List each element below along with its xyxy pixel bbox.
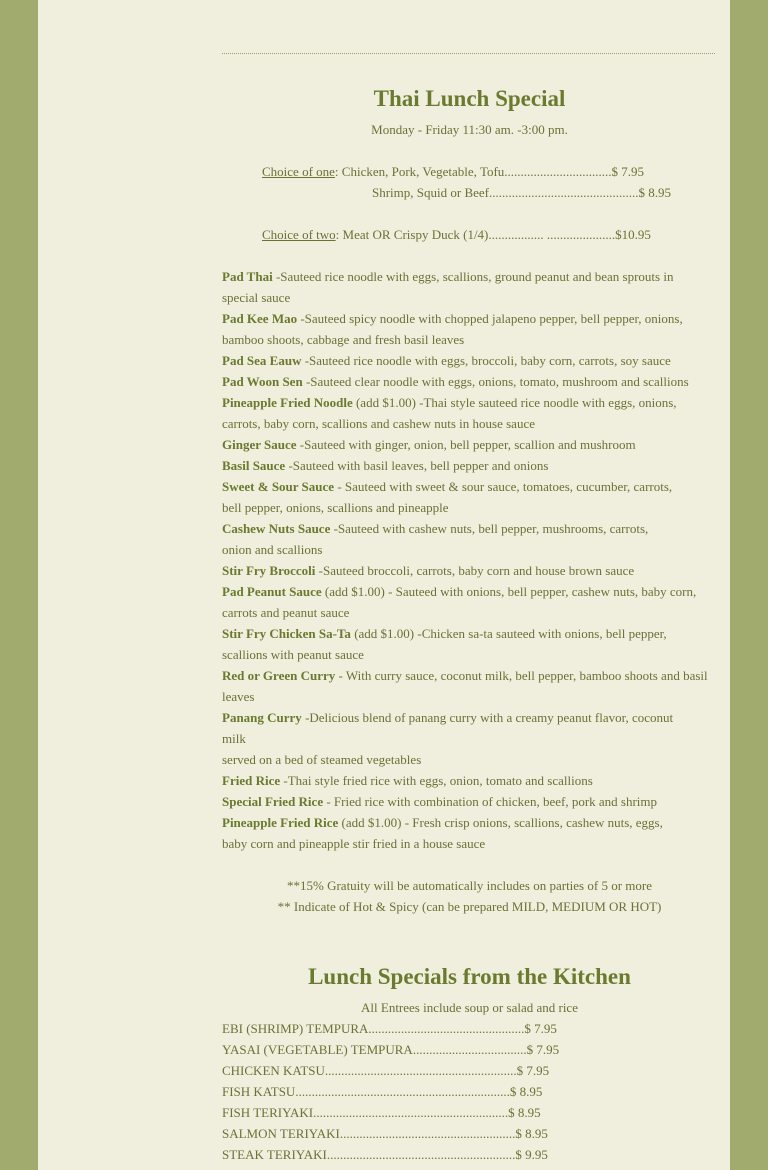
choice-two-row (262, 224, 757, 245)
kitchen-item: CHICKEN KATSU...........................................................$ 7.95 (222, 1063, 550, 1078)
choice-one-line1: : Chicken, Pork, Vegetable, Tofu.................................$ 7.95 (334, 164, 645, 179)
thai-hours: Monday - Friday 11:30 am. -3:00 pm. (371, 122, 568, 137)
page-panel (38, 0, 730, 1170)
kitchen-item: STEAK TERIYAKI..........................................................$ 9.95 (222, 1147, 548, 1162)
menu-item: Pad Woon Sen -Sauteed clear noodle with eggs, onions, tomato, mushroom and scallions (222, 374, 689, 389)
menu-item: Fried Rice -Thai style fried rice with eggs, onion, tomato and scallions (222, 773, 593, 788)
menu-item: Pad Peanut Sauce (add $1.00) - Sauteed with onions, bell pepper, cashew nuts, baby corn, carrots and peanut sauce (222, 584, 697, 620)
gratuity-note: **15% Gratuity will be automatically includes on parties of 5 or more (287, 878, 652, 893)
spicy-note: ** Indicate of Hot & Spicy (can be prepared MILD, MEDIUM OR HOT) (277, 899, 662, 914)
dotted-divider (222, 53, 715, 54)
menu-item: Special Fried Rice - Fried rice with combination of chicken, beef, pork and shrimp (222, 794, 658, 809)
menu-item: Pineapple Fried Noodle (add $1.00) -Thai style sauteed rice noodle with eggs, onions, carrots, baby corn, scallions and cashew nuts in house sauce (222, 395, 677, 431)
menu-item: Ginger Sauce -Sauteed with ginger, onion, bell pepper, scallion and mushroom (222, 437, 636, 452)
kitchen-subtitle: All Entrees include soup or salad and rice (361, 1000, 578, 1015)
menu-item: Pad Thai -Sauteed rice noodle with eggs, scallions, ground peanut and bean sprouts in special sauce (222, 269, 674, 305)
menu-item: Pad Sea Eauw -Sauteed rice noodle with eggs, broccoli, baby corn, carrots, soy sauce (222, 353, 671, 368)
choice-one-row (262, 161, 757, 182)
menu-item: Sweet & Sour Sauce - Sauteed with sweet & sour sauce, tomatoes, cucumber, carrots, bell pepper, onions, scallions and pineapple (222, 479, 673, 515)
menu-item: Pad Kee Mao -Sauteed spicy noodle with chopped jalapeno pepper, bell pepper, onions, bamboo shoots, cabbage and fresh basil leaves (222, 311, 683, 347)
choice-one-line2: Shrimp, Squid or Beef..............................................$ 8.95 (372, 185, 671, 200)
thai-title: Thai Lunch Special (373, 86, 566, 111)
menu-item: served on a bed of steamed vegetables (222, 752, 422, 767)
choice-one-label: Choice of one (262, 164, 335, 179)
menu-item: Cashew Nuts Sauce -Sauteed with cashew nuts, bell pepper, mushrooms, carrots, onion and scallions (222, 521, 649, 557)
kitchen-item: EBI (SHRIMP) TEMPURA................................................$ 7.95 (222, 1021, 557, 1036)
kitchen-item: FISH KATSU..................................................................$ 8.95 (222, 1084, 543, 1099)
menu-item: Red or Green Curry - With curry sauce, coconut milk, bell pepper, bamboo shoots and basil leaves (222, 668, 708, 704)
menu-item: Stir Fry Broccoli -Sauteed broccoli, carrots, baby corn and house brown sauce (222, 563, 635, 578)
menu-item: Stir Fry Chicken Sa-Ta (add $1.00) -Chicken sa-ta sauteed with onions, bell pepper, scallions with peanut sauce (222, 626, 667, 662)
kitchen-item: FISH TERIYAKI............................................................$ 8.95 (222, 1105, 541, 1120)
kitchen-title: Lunch Specials from the Kitchen (308, 964, 631, 989)
choice-two-label: Choice of two (262, 227, 336, 242)
choice-two-line: : Meat OR Crispy Duck (1/4)................. .....................$10.95 (335, 227, 651, 242)
menu-item: Panang Curry -Delicious blend of panang curry with a creamy peanut flavor, coconut milk (222, 710, 674, 746)
menu-item: Basil Sauce -Sauteed with basil leaves, bell pepper and onions (222, 458, 549, 473)
kitchen-item: SALMON TERIYAKI......................................................$ 8.95 (222, 1126, 548, 1141)
menu-item: Pineapple Fried Rice (add $1.00) - Fresh crisp onions, scallions, cashew nuts, eggs, baby corn and pineapple stir fried in a house sauce (222, 815, 663, 851)
kitchen-item: YASAI (VEGETABLE) TEMPURA...................................$ 7.95 (222, 1042, 560, 1057)
